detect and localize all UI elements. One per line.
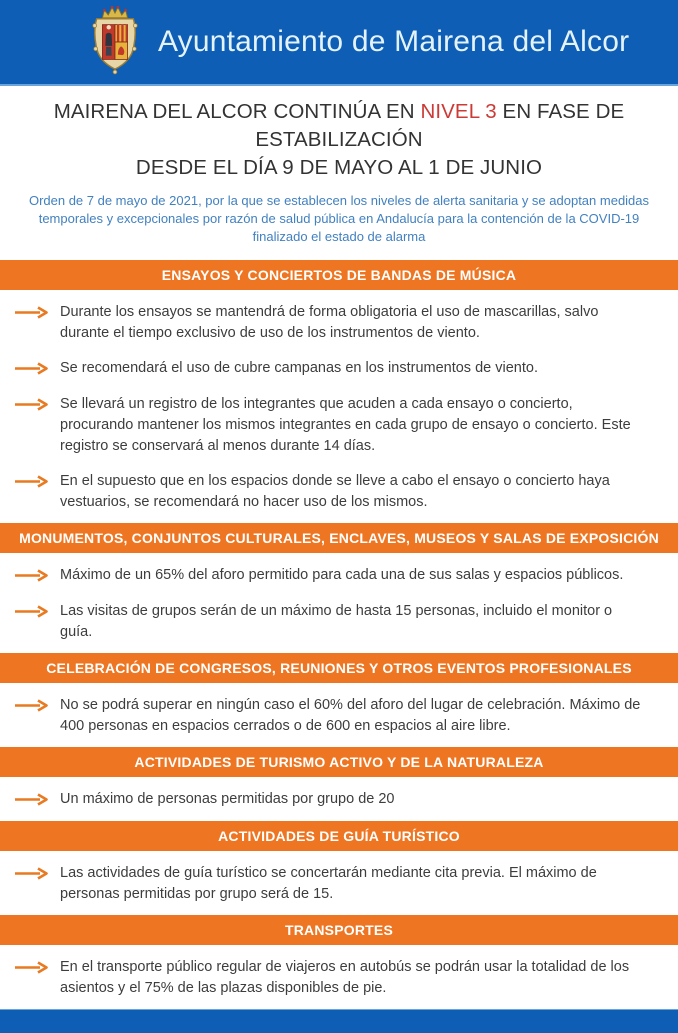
arrow-right-icon [14,358,60,380]
section-items-ensayos [0,290,678,523]
section-items-guia-turistico [0,851,678,915]
title-part2: EN FASE DE ESTABILIZACIÓN [255,100,625,151]
list-item [14,863,644,905]
section-heading-label: TRANSPORTES [285,922,393,938]
list-item-text: Durante los ensayos se mantendrá de forma obligatoria el uso de mascarillas, salvo durante el tiempo exclusivo de uso de los instrumentos de viento. [60,304,599,341]
arrow-right-icon [14,565,60,587]
section-heading-label: CELEBRACIÓN DE CONGRESOS, REUNIONES Y OTROS EVENTOS PROFESIONALES [46,660,632,676]
list-item [14,565,644,587]
list-item-text: Las visitas de grupos serán de un máximo de hasta 15 personas, incluido el monitor o guía. [60,603,613,640]
title-dates: DESDE EL DÍA 9 DE MAYO AL 1 DE JUNIO [135,156,543,179]
list-item [14,695,644,737]
list-item-text: En el transporte público regular de viajeros en autobús se podrán usar la totalidad de los asientos y el 75% de las plazas disponibles de pie. [60,959,630,996]
list-item-text: Un máximo de personas permitidas por grupo de 20 [60,791,395,807]
arrow-right-icon [14,789,60,811]
arrow-right-icon [14,957,60,979]
announcement-title [0,98,678,182]
section-items-congresos [0,683,678,747]
list-item [14,302,644,344]
section-heading-transportes [0,915,678,945]
arrow-right-icon [14,695,60,717]
list-item-text: Las actividades de guía turístico se concertarán mediante cita previa. El máximo de personas permitidas por grupo será de 15. [60,865,597,902]
list-item [14,957,644,999]
section-heading-label: ENSAYOS Y CONCIERTOS DE BANDAS DE MÚSICA [161,267,517,283]
section-items-turismo-activo [0,777,678,821]
alert-level: NIVEL 3 [420,100,497,123]
arrow-right-icon [14,394,60,416]
list-item [14,358,644,380]
legal-order-note: Orden de 7 de mayo de 2021, por la que se establecen los niveles de alerta sanitaria y se adoptan medidas temporales y excepcionales por razón de salud pública en Andalucía para la contención de la COVID-19 finalizado el estado de alarma [28,193,650,244]
section-heading-monumentos [0,523,678,553]
section-heading-turismo-activo [0,747,678,777]
list-item-text: No se podrá superar en ningún caso el 60% del aforo del lugar de celebración. Máximo de 400 personas en espacios cerrados o de 600 en espacios al aire libre. [60,697,641,734]
footer-bar [0,1009,678,1033]
section-heading-ensayos [0,260,678,290]
list-item [14,789,644,811]
list-item-text: Se llevará un registro de los integrantes que acuden a cada ensayo o concierto, procurando mantener los mismos integrantes en cada grupo de ensayo o concierto. Este registro se conservará al menos durante 14 días. [60,396,631,454]
section-heading-label: MONUMENTOS, CONJUNTOS CULTURALES, ENCLAVES, MUSEOS Y SALAS DE EXPOSICIÓN [19,530,659,546]
list-item [14,394,644,457]
title-part1: MAIRENA DEL ALCOR CONTINÚA EN [53,100,421,123]
section-items-monumentos [0,553,678,653]
header-bar [0,0,678,86]
arrow-right-icon [14,302,60,324]
list-item [14,471,644,513]
section-heading-label: ACTIVIDADES DE TURISMO ACTIVO Y DE LA NATURALEZA [134,754,544,770]
section-heading-label: ACTIVIDADES DE GUÍA TURÍSTICO [218,828,460,844]
section-items-transportes [0,945,678,1009]
list-item-text: En el supuesto que en los espacios donde se lleve a cabo el ensayo o concierto haya vestuarios, se recomendará no hacer uso de los mismos. [60,473,610,510]
section-heading-guia-turistico [0,821,678,851]
list-item-text: Máximo de un 65% del aforo permitido para cada una de sus salas y espacios públicos. [60,567,624,583]
arrow-right-icon [14,863,60,885]
section-heading-congresos [0,653,678,683]
coat-of-arms-icon [86,4,144,82]
list-item-text: Se recomendará el uso de cubre campanas en los instrumentos de viento. [60,360,538,376]
arrow-right-icon [14,601,60,623]
list-item [14,601,644,643]
arrow-right-icon [14,471,60,493]
municipality-title: Ayuntamiento de Mairena del Alcor [158,25,630,58]
